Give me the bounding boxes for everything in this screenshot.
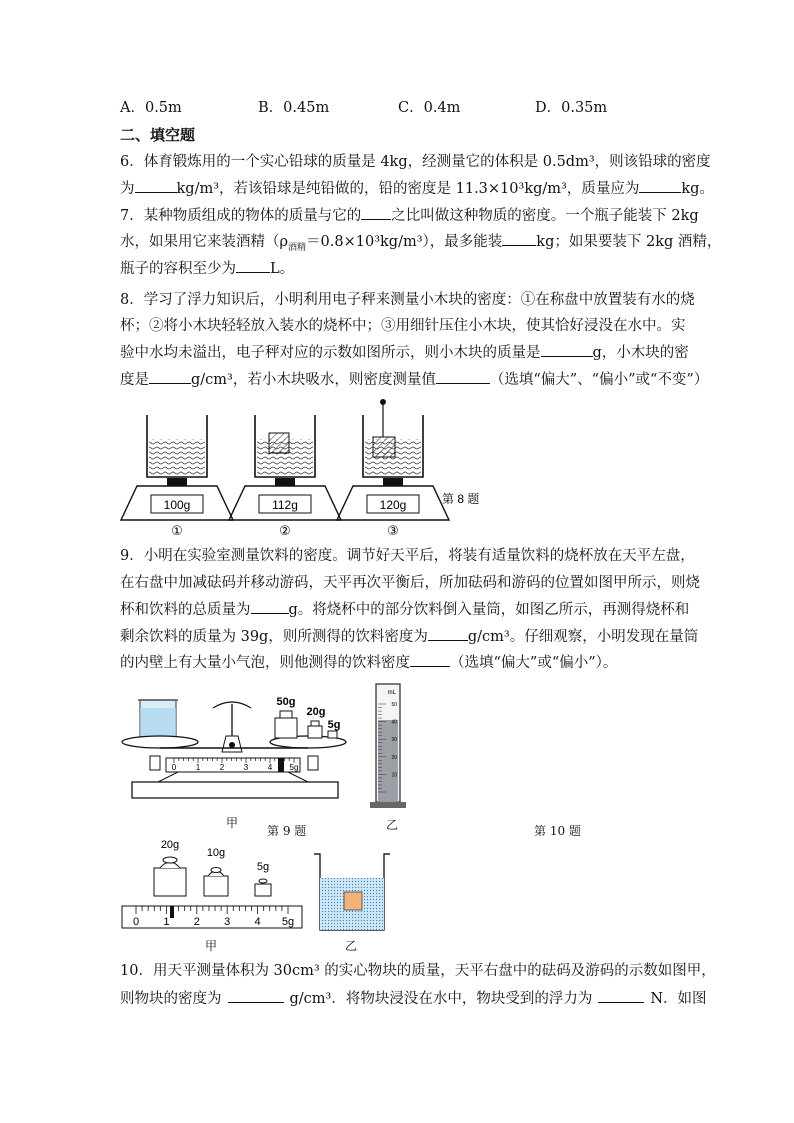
q8-text-e: （选填“偏大”、“偏小”或“不变”） <box>489 372 709 388</box>
q6-text-b: kg/m³，若该铅球是纯铅做的，铅的密度是 11.3×10³kg/m³，质量应为 <box>176 181 640 197</box>
q7-text-e: kg；如果要装下 2kg 酒精， <box>536 234 722 250</box>
cylinder-tick-label: 30 <box>391 737 397 744</box>
q10-tick-label: 0 <box>132 916 140 928</box>
q8-blank-1[interactable] <box>541 342 593 357</box>
q9-line4 <box>120 626 698 647</box>
q10-jia-label: 甲 <box>205 939 218 953</box>
q9-text-d: g/cm³。仔细观察，小明发现在量筒 <box>467 629 699 645</box>
q9-tick-label: 5g <box>289 763 299 772</box>
q7-text-a: 7．某种物质组成的物体的质量与它的 <box>120 208 362 224</box>
q7-line3 <box>120 258 294 279</box>
weight-5g-b <box>255 861 271 896</box>
q10-text-b: g/cm³．将物块浸没在水中，物块受到的浮力为 <box>289 991 593 1007</box>
weight-10g-b <box>204 847 228 896</box>
q9-tick-label: 1 <box>195 763 201 772</box>
q7-line1 <box>120 205 699 226</box>
q7-text-d: ＝0.8×10³kg/m³），最多能装 <box>306 234 503 250</box>
beaker <box>138 700 178 740</box>
q9-text-e: 的内壁上有大量小气泡，则他测得的饮料密度 <box>120 655 410 671</box>
option-c: C．0.4m <box>398 100 461 116</box>
scale-3 <box>337 399 449 538</box>
svg-text:10g: 10g <box>206 847 226 859</box>
q7-text-g: L。 <box>270 261 295 277</box>
cylinder-tick-label: 50 <box>391 702 397 708</box>
q9-line3 <box>120 599 689 620</box>
cylinder-tick-label: 40 <box>391 719 397 726</box>
scale-2 <box>229 415 341 538</box>
q9-line1: 9．小明在实验室测量饮料的密度。调节好天平后，将装有适量饮料的烧杯放在天平左盘， <box>120 548 695 564</box>
rider-b <box>170 906 174 918</box>
q10-text-c: N．如图 <box>650 991 707 1007</box>
reading-3: 120g <box>379 498 407 512</box>
q8-blank-2[interactable] <box>149 369 191 384</box>
q8-blank-3[interactable] <box>436 369 490 384</box>
q8-figure <box>115 395 495 545</box>
scale-1 <box>121 415 233 538</box>
q8-text-b: g，小木块的密 <box>592 345 689 361</box>
q8-line1: 8．学习了浮力知识后，小明利用电子秤来测量小木块的密度：①在称盘中放置装有水的烧 <box>120 292 695 308</box>
q7-blank-1[interactable] <box>361 205 391 220</box>
rider <box>278 758 284 772</box>
q9-line2: 在右盘中加减砝码并移动游码，天平再次平衡后，所加砝码和游码的位置如图甲所示，则烧 <box>120 575 700 591</box>
q10-tick-label: 1 <box>163 916 170 928</box>
q9-text-b: g。将烧杯中的部分饮料倒入量筒，如图乙所示，再测得烧杯和 <box>288 602 690 618</box>
q10-tick-label: 2 <box>193 916 200 928</box>
q7-text-c: 水，如果用它来装酒精（ρ <box>120 234 289 250</box>
q9-caption: 第 9 题 <box>267 824 307 838</box>
q10-tick-label: 3 <box>224 916 231 928</box>
q9-tick-label: 4 <box>267 763 273 772</box>
weight-5g <box>328 719 341 738</box>
q10-line2 <box>120 988 707 1009</box>
q9-tick-label: 3 <box>243 763 249 772</box>
q8-text-d: g/cm³，若小木块吸水，则密度测量值 <box>191 372 436 388</box>
option-a: A．0.5m <box>120 100 182 116</box>
q9-text-a: 杯和饮料的总质量为 <box>120 602 251 618</box>
q9-blank-1[interactable] <box>251 599 289 614</box>
q6-blank-1[interactable] <box>135 178 177 193</box>
q8-line3 <box>120 342 689 363</box>
svg-text:20g: 20g <box>306 706 326 718</box>
q6-blank-2[interactable] <box>639 178 681 193</box>
q10-text-a: 则物块的密度为 <box>120 991 222 1007</box>
svg-text:50g: 50g <box>276 696 296 708</box>
q9-line5 <box>120 652 617 673</box>
weight-20g-b <box>154 839 186 896</box>
q10-line1: 10．用天平测量体积为 30cm³ 的实心物块的质量，天平右盘中的砝码及游码的示数如图甲， <box>120 963 716 979</box>
q6-text-c: kg。 <box>681 181 714 197</box>
q9-text-c: 剩余饮料的质量为 39g，则所测得的饮料密度为 <box>120 629 428 645</box>
q9-balance-figure <box>118 678 350 808</box>
label-2: ② <box>279 523 291 538</box>
q6-line1: 6．体育锻炼用的一个实心铅球的质量是 4kg，经测量它的体积是 0.5dm³，则该铅球的密度 <box>120 154 711 170</box>
cylinder-tick-label: 10 <box>391 772 397 779</box>
svg-text:mL: mL <box>387 690 396 696</box>
label-1: ① <box>171 523 183 538</box>
q6-text-a: 为 <box>120 181 135 197</box>
section-title: 二、填空题 <box>120 126 196 144</box>
q7-blank-3[interactable] <box>236 258 270 273</box>
q7-text-f: 瓶子的容积至少为 <box>120 261 236 277</box>
q10-blank-2[interactable] <box>598 988 644 1003</box>
q9-tick-label: 2 <box>219 763 225 772</box>
q10-caption: 第 10 题 <box>534 824 581 838</box>
q9-blank-2[interactable] <box>428 626 468 641</box>
q10-tick-label: 4 <box>254 916 261 928</box>
option-b: B．0.45m <box>258 100 330 116</box>
weight-50g <box>275 696 297 738</box>
q10-beaker-figure <box>312 850 392 934</box>
q8-text-c: 度是 <box>120 372 149 388</box>
q10-yi-label: 乙 <box>345 939 358 953</box>
q9-tick-label: 0 <box>171 763 177 772</box>
q10-weights-figure <box>118 838 308 934</box>
option-d: D．0.35m <box>535 100 608 116</box>
q10-blank-1[interactable] <box>228 988 284 1003</box>
svg-text:20g: 20g <box>160 839 180 851</box>
q7-sub: 酒精 <box>288 242 307 253</box>
reading-1: 100g <box>163 498 191 512</box>
q7-blank-2[interactable] <box>502 231 536 246</box>
q7-text-b: 之比叫做这种物质的密度。一个瓶子能装下 2kg <box>391 208 699 224</box>
block <box>344 892 362 910</box>
svg-text:5g: 5g <box>327 719 341 731</box>
q7-line2 <box>120 231 721 258</box>
q9-text-f: （选填“偏大”或“偏小”）。 <box>450 655 618 671</box>
q6-line2 <box>120 178 714 199</box>
reading-2: 112g <box>272 498 298 512</box>
cylinder-tick-label: 20 <box>391 754 397 761</box>
q8-text-a: 验中水均未溢出，电子秤对应的示数如图所示，则小木块的质量是 <box>120 345 541 361</box>
graduated-cylinder <box>370 680 410 812</box>
cylinder-yi-label: 乙 <box>386 818 399 832</box>
q9-blank-3[interactable] <box>410 652 450 667</box>
q8-line2: 杯；②将小木块轻轻放入装水的烧杯中；③用细针压住小木块，使其恰好浸没在水中。实 <box>120 318 686 334</box>
weight-20g <box>307 706 326 738</box>
q10-tick-label: 5g <box>281 916 295 928</box>
q9-jia-label: 甲 <box>226 816 239 830</box>
q8-line4 <box>120 369 708 390</box>
svg-text:5g: 5g <box>256 861 270 873</box>
q8-caption: 第 8 题 <box>442 492 480 506</box>
label-3: ③ <box>387 523 399 538</box>
